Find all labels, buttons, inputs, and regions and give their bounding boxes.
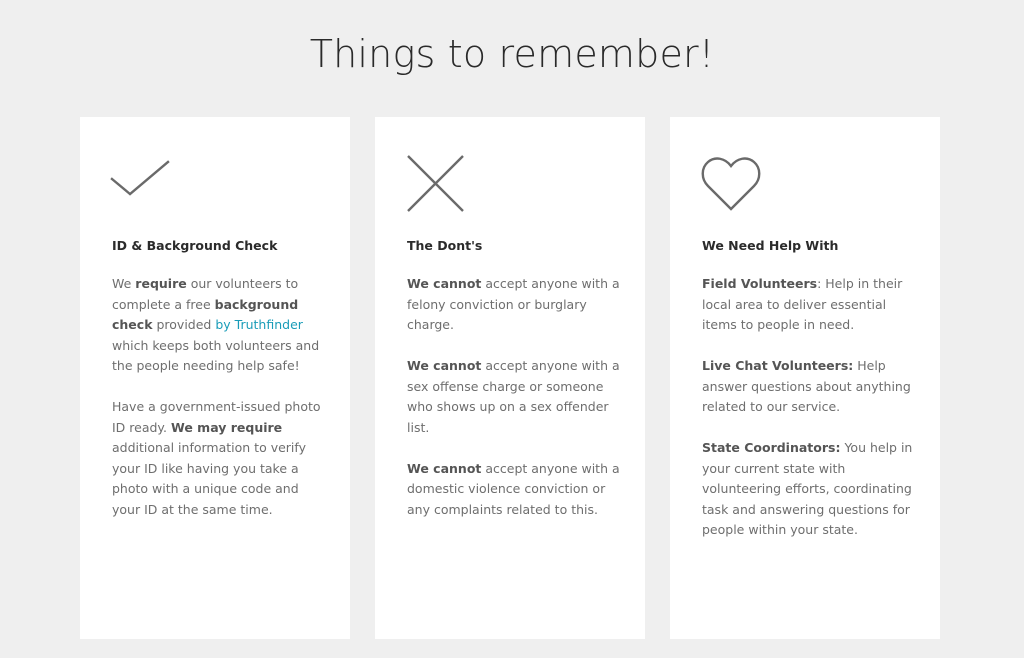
card-paragraph	[702, 274, 916, 336]
emphasis-live-chat-volunteers: Live Chat Volunteers:	[702, 358, 854, 373]
card-we-need-help	[670, 117, 940, 639]
emphasis-we-cannot: We cannot	[407, 460, 482, 476]
text-span: which keeps both volunteers and the people needing help safe!	[112, 337, 320, 373]
text-span: our volunteers to complete a free	[112, 276, 299, 312]
text-span: additional information to verify your ID like having you take a photo with a unique code and your ID at the same time.	[112, 440, 306, 517]
truthfinder-link[interactable]: by Truthfinder	[215, 317, 303, 332]
text-span: : Help in their local area to deliver essential items to people in need.	[702, 276, 903, 332]
emphasis-background-check: background check	[112, 296, 299, 332]
emphasis-may-require: We may require	[171, 419, 283, 435]
text-span: Have a government-issued photo ID ready.	[112, 399, 321, 435]
text-span: provided	[152, 317, 216, 332]
text-span: accept anyone with a sex offense charge or someone who shows up on a sex offender list.	[407, 358, 620, 435]
text-span: We	[112, 276, 136, 291]
card-paragraph	[702, 356, 916, 418]
text-span: You help in your current state with volunteering efforts, coordinating task and answering questions for people within your state.	[702, 440, 913, 537]
emphasis-we-cannot: We cannot	[407, 358, 482, 373]
card-paragraph	[112, 397, 326, 520]
card-donts	[375, 117, 645, 639]
page-title: Things to remember!	[309, 32, 715, 76]
cross-icon	[405, 153, 467, 215]
card-title: The Dont's	[407, 238, 483, 253]
emphasis-we-cannot: We cannot	[407, 276, 482, 291]
card-title: We Need Help With	[702, 238, 839, 253]
text-span: Help answer questions about anything related to our service.	[702, 358, 911, 414]
card-paragraph	[407, 356, 621, 438]
heart-icon	[700, 153, 762, 215]
card-paragraph	[407, 459, 621, 521]
card-id-background-check	[80, 117, 350, 639]
card-body	[702, 274, 916, 561]
card-body	[112, 274, 326, 541]
card-title: ID & Background Check	[112, 238, 278, 253]
card-body	[407, 274, 621, 541]
checkmark-icon	[110, 153, 172, 215]
card-paragraph	[112, 274, 326, 377]
card-paragraph	[702, 438, 916, 541]
emphasis-require: require	[135, 276, 187, 291]
text-span: accept anyone with a domestic violence conviction or any complaints related to this.	[407, 460, 620, 517]
emphasis-field-volunteers: Field Volunteers	[702, 276, 818, 291]
text-span: accept anyone with a felony conviction or burglary charge.	[407, 276, 620, 332]
emphasis-state-coordinators: State Coordinators:	[702, 440, 841, 455]
card-paragraph	[407, 274, 621, 336]
